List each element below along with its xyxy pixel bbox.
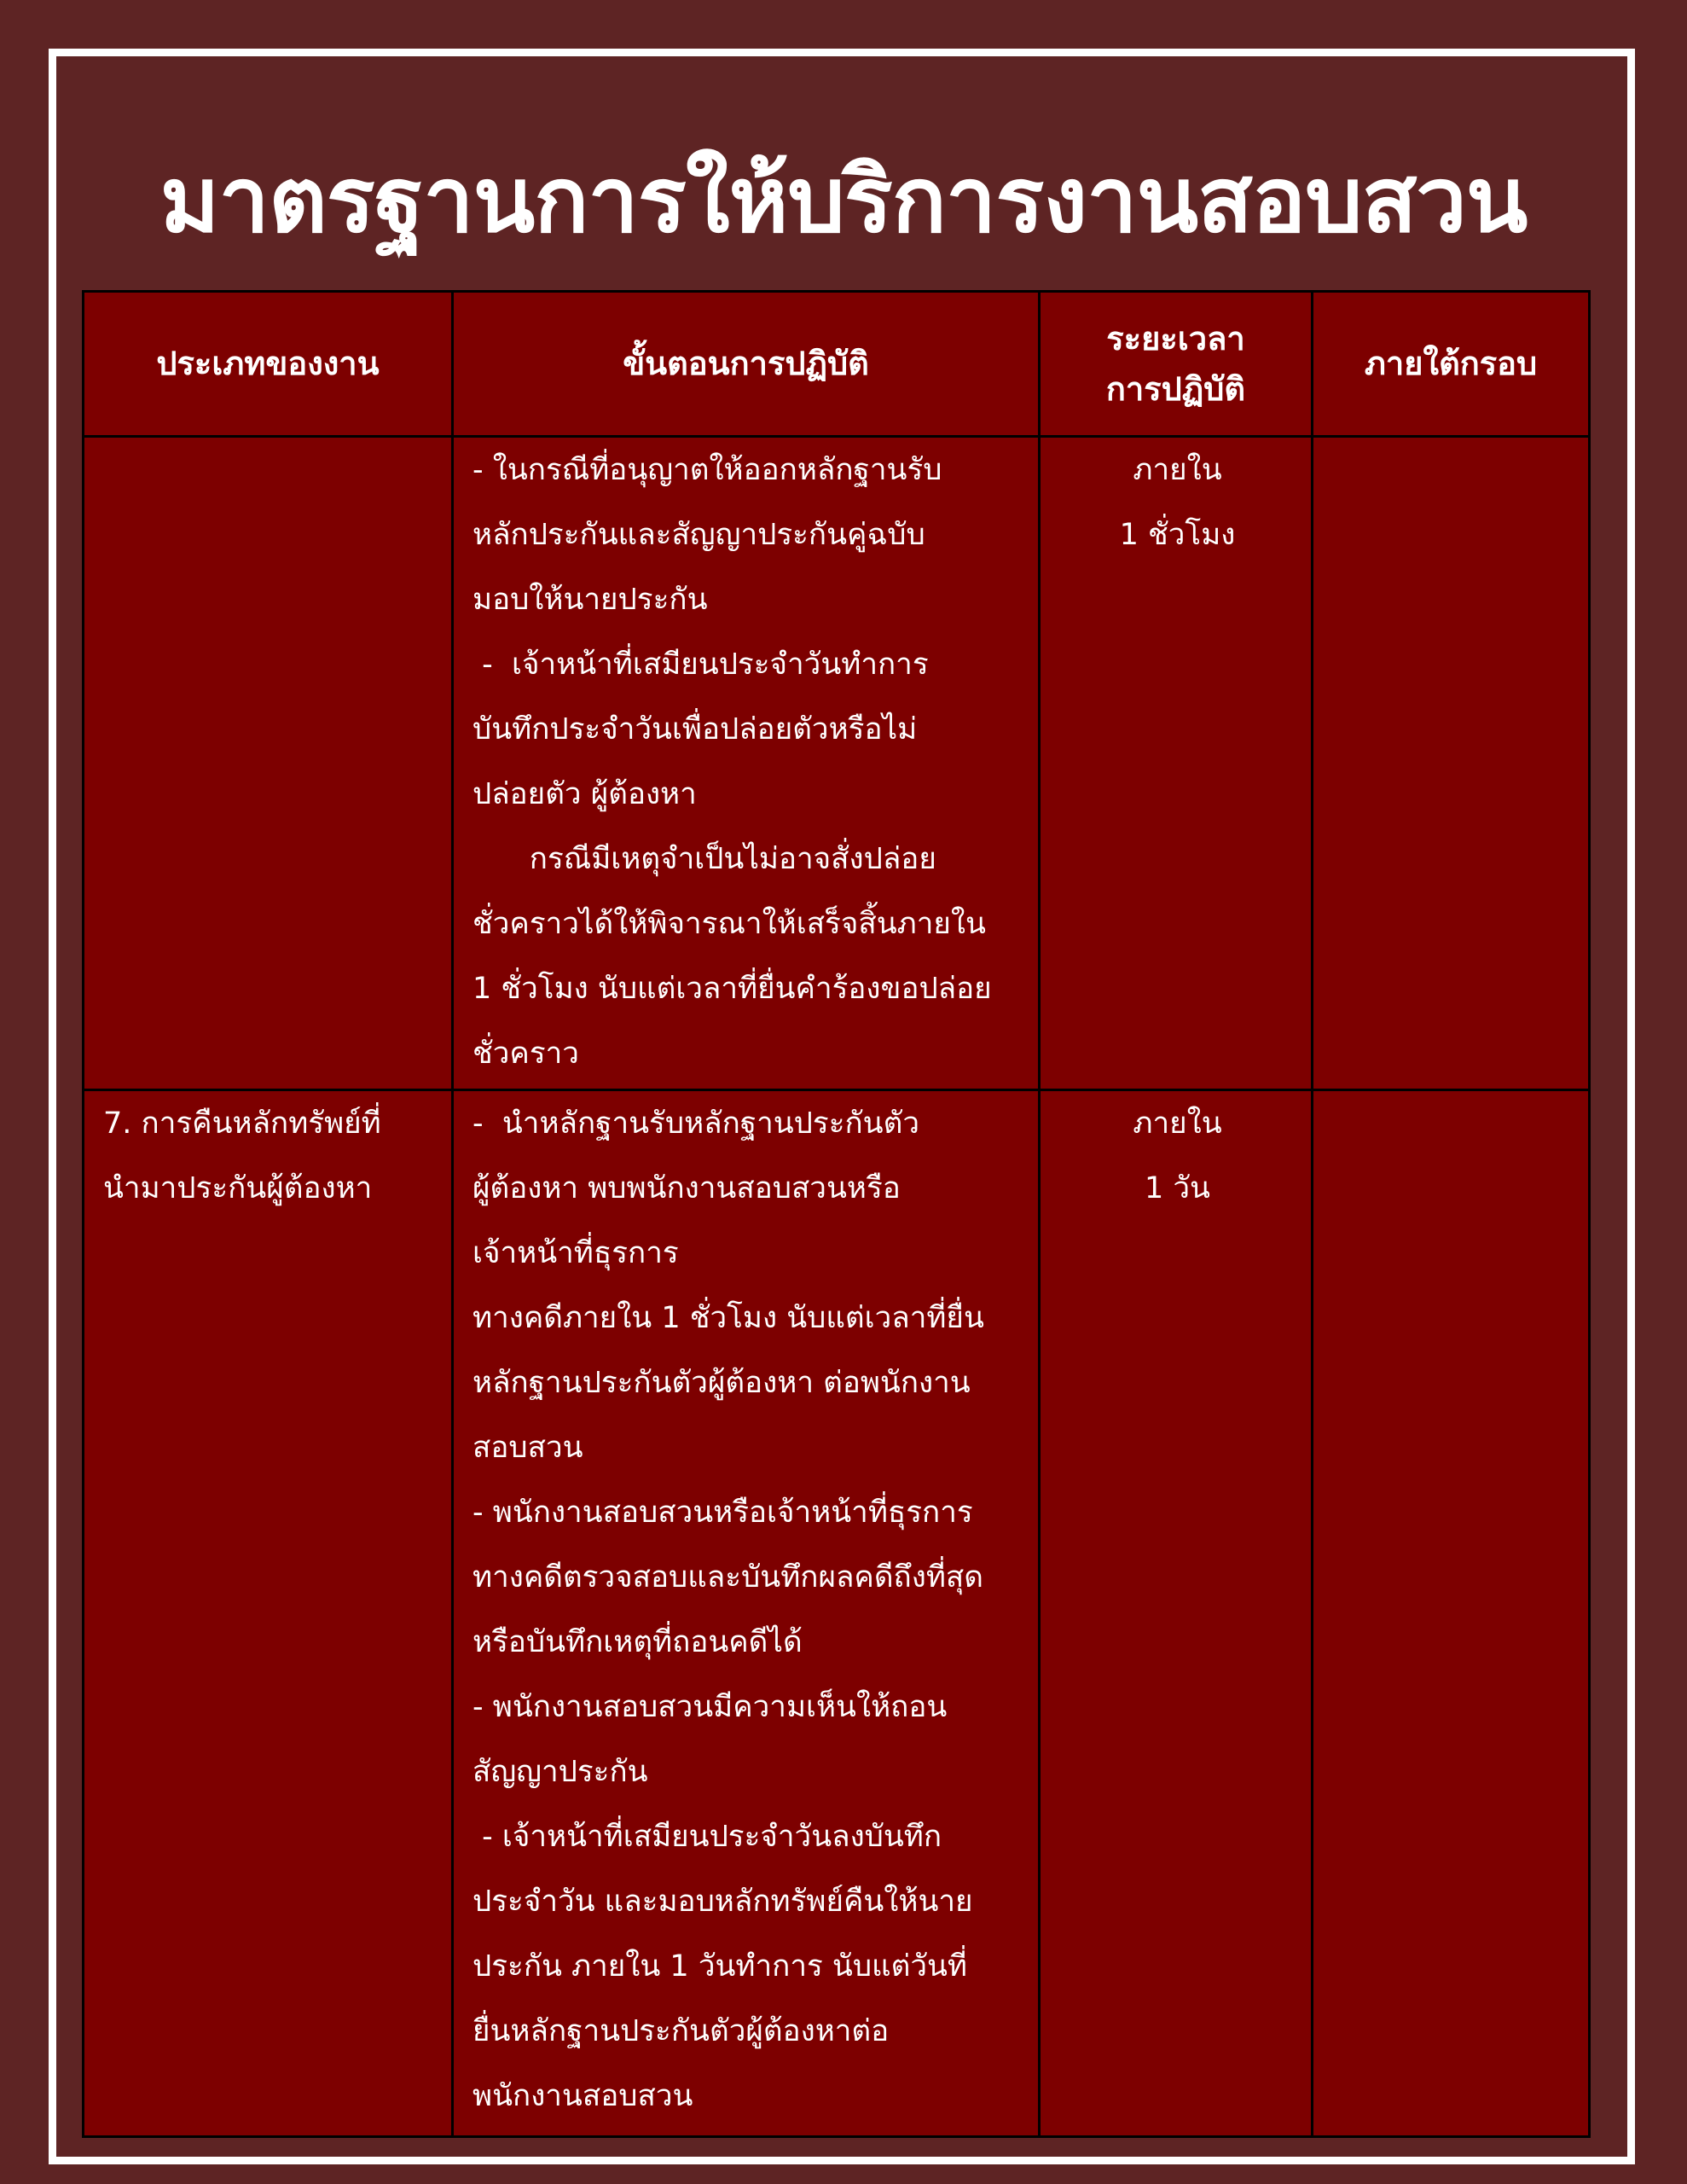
procedure-line: ประจำวัน และมอบหลักทรัพย์คืนให้นาย	[472, 1885, 973, 1919]
procedure-line: - เจ้าหน้าที่เสมียนประจำวันลงบันทึก	[472, 1820, 942, 1854]
page-title: มาตรฐานการให้บริการงานสอบสวน	[159, 148, 1528, 253]
procedure-line: - เจ้าหน้าที่เสมียนประจำวันทำการ	[472, 648, 929, 682]
header-procedure: ขั้นตอนการปฏิบัติ	[453, 292, 1040, 437]
cell-duration	[1040, 1090, 1313, 2137]
cell-procedure	[453, 1090, 1040, 2137]
cell-procedure	[453, 437, 1040, 1090]
procedure-line: หรือบันทึกเหตุที่ถอนคดีได้	[472, 1625, 803, 1659]
procedure-line: ยื่นหลักฐานประกันตัวผู้ต้องหาต่อ	[472, 2014, 890, 2048]
procedure-line: สัญญาประกัน	[472, 1755, 648, 1789]
procedure-line: กรณีมีเหตุจำเป็นไม่อาจสั่งปล่อย	[472, 842, 936, 876]
procedure-line: บันทึกประจำวันเพื่อปล่อยตัวหรือไม่	[472, 712, 918, 746]
header-duration-text: ระยะเวลา การปฏิบัติ	[1105, 319, 1246, 408]
procedure-steps	[472, 1091, 1023, 2129]
procedure-line: 1 ชั่วโมง นับแต่เวลาที่ยื่นคำร้องขอปล่อย	[472, 972, 992, 1006]
table-row	[84, 437, 1590, 1090]
procedure-line: ทางคดีตรวจสอบและบันทึกผลคดีถึงที่สุด	[472, 1560, 983, 1594]
duration-line: 1 วัน	[1145, 1171, 1210, 1205]
cell-framework	[1313, 437, 1590, 1090]
procedure-line: ชั่วคราวได้ให้พิจารณาให้เสร็จสิ้นภายใน	[472, 907, 986, 941]
cell-framework	[1313, 1090, 1590, 2137]
cell-duration	[1040, 437, 1313, 1090]
work-type-text: 7. การคืนหลักทรัพย์ที่ นำมาประกันผู้ต้องหา	[103, 1107, 381, 1205]
procedure-line: ผู้ต้องหา พบพนักงานสอบสวนหรือ	[472, 1171, 901, 1205]
procedure-line: - พนักงานสอบสวนมีความเห็นให้ถอน	[472, 1690, 948, 1724]
procedure-line: มอบให้นายประกัน	[472, 583, 708, 617]
procedure-line: เจ้าหน้าที่ธุรการ	[472, 1236, 679, 1270]
duration-line: ภายใน	[1133, 1107, 1222, 1141]
procedure-line: - ในกรณีที่อนุญาตให้ออกหลักฐานรับ	[472, 453, 942, 487]
header-duration	[1040, 292, 1313, 437]
table-row	[84, 1090, 1590, 2137]
duration-line: ภายใน	[1133, 453, 1222, 487]
procedure-steps	[472, 438, 1023, 1086]
header-framework: ภายใต้กรอบ	[1313, 292, 1590, 437]
procedure-line: หลักประกันและสัญญาประกันคู่ฉบับ	[472, 518, 925, 552]
procedure-line: ทางคดีภายใน 1 ชั่วโมง นับแต่เวลาที่ยื่น	[472, 1301, 984, 1335]
table-header-row	[84, 292, 1590, 437]
procedure-line: ประกัน ภายใน 1 วันทำการ นับแต่วันที่	[472, 1949, 967, 1984]
procedure-line: หลักฐานประกันตัวผู้ต้องหา ต่อพนักงาน	[472, 1366, 971, 1400]
procedure-line: - พนักงานสอบสวนหรือเจ้าหน้าที่ธุรการ	[472, 1496, 973, 1530]
header-work-type: ประเภทของงาน	[84, 292, 453, 437]
duration-line: 1 ชั่วโมง	[1119, 518, 1236, 552]
procedure-line: ปล่อยตัว ผู้ต้องหา	[472, 777, 697, 811]
service-standard-table	[82, 290, 1591, 2138]
procedure-line: สอบสวน	[472, 1431, 583, 1465]
cell-work-type	[84, 1090, 453, 2137]
procedure-line: - นำหลักฐานรับหลักฐานประกันตัว	[472, 1107, 919, 1141]
procedure-line: พนักงานสอบสวน	[472, 2079, 693, 2113]
cell-work-type	[84, 437, 453, 1090]
procedure-line: ชั่วคราว	[472, 1037, 579, 1071]
